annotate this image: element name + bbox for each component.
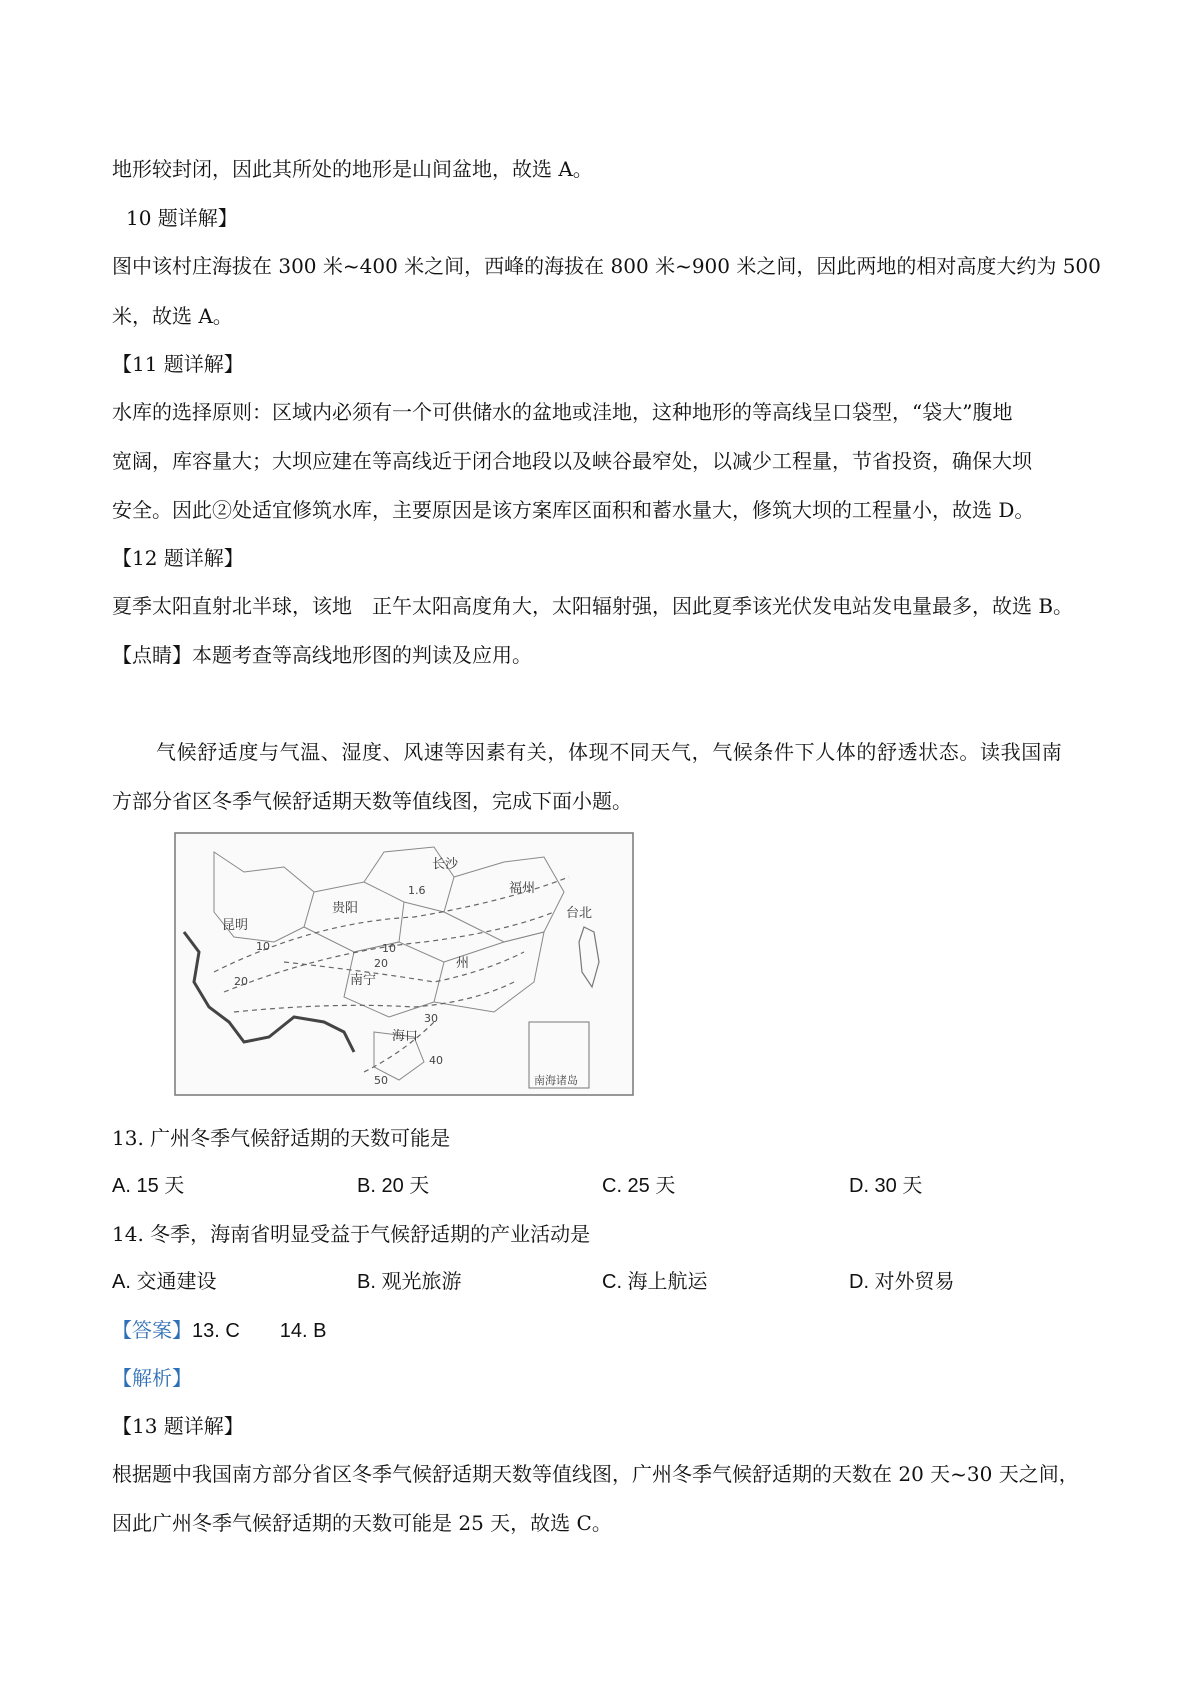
- isoline-label: 20: [234, 975, 248, 988]
- question-14: 14. 冬季，海南省明显受益于气候舒适期的产业活动是: [112, 1222, 591, 1246]
- text-line-10: 夏季太阳直射北半球，该地 正午太阳高度角大，太阳辐射强，因此夏季该光伏发电站发电量最多，故选 B。: [112, 594, 1074, 618]
- section-heading-q10: 10 题详解】: [126, 206, 238, 230]
- passage-line-1: 气候舒适度与气温、湿度、风速等因素有关，体现不同天气，气候条件下人体的舒透状态。读我国南: [156, 740, 1063, 764]
- isoline-label: 1.6: [408, 884, 426, 897]
- q14-option-b[interactable]: B. 观光旅游: [357, 1271, 462, 1293]
- q14-option-d[interactable]: D. 对外贸易: [849, 1271, 955, 1293]
- q14-option-c[interactable]: C. 海上航运: [602, 1271, 708, 1293]
- city-label: 海口: [392, 1029, 419, 1044]
- dianjing-note: 【点睛】本题考查等高线地形图的判读及应用。: [112, 643, 532, 667]
- isoline-label: 30: [424, 1012, 438, 1025]
- section-heading-q13: 【13 题详解】: [112, 1414, 244, 1438]
- city-label: 昆明: [222, 918, 249, 933]
- text-line-4: 米，故选 A。: [112, 304, 233, 328]
- q13-option-d[interactable]: D. 30 天: [849, 1175, 923, 1197]
- isoline-label: 50: [374, 1074, 388, 1087]
- city-label: 台北: [566, 906, 593, 921]
- question-13: 13. 广州冬季气候舒适期的天数可能是: [112, 1126, 451, 1150]
- answer-row: [112, 1316, 327, 1345]
- text-line-8: 安全。因此②处适宜修筑水库，主要原因是该方案库区面积和蓄水量大，修筑大坝的工程量小，故选 D。: [112, 498, 1035, 522]
- text-line-6: 水库的选择原则：区域内必须有一个可供储水的盆地或洼地，这种地形的等高线呈口袋型，“袋大”腹地: [112, 400, 1013, 424]
- city-label: 长沙: [432, 857, 459, 872]
- q13-option-b[interactable]: B. 20 天: [357, 1175, 430, 1197]
- answer-text: 13. C 14. B: [192, 1320, 327, 1342]
- answer-tag: 【答案】: [112, 1318, 192, 1342]
- section-heading-q12: 【12 题详解】: [112, 546, 244, 570]
- isoline-label: 40: [429, 1054, 443, 1067]
- comfort-days-isoline-map: [174, 832, 634, 1096]
- city-label: 贵阳: [332, 901, 359, 916]
- isoline-label: 10: [256, 940, 270, 953]
- explanation-line-1: 根据题中我国南方部分省区冬季气候舒适期天数等值线图，广州冬季气候舒适期的天数在 20 天~30 天之间，: [112, 1462, 1079, 1486]
- section-heading-q11: 【11 题详解】: [112, 352, 244, 376]
- q13-option-c[interactable]: C. 25 天: [602, 1175, 676, 1197]
- isoline-label: 20: [374, 957, 388, 970]
- city-label: 州: [456, 956, 470, 971]
- city-label: 南宁: [350, 973, 377, 988]
- inset-label: 南海诸岛: [534, 1074, 578, 1087]
- text-line-3: 图中该村庄海拔在 300 米~400 米之间，西峰的海拔在 800 米~900 米之间，因此两地的相对高度大约为 500: [112, 254, 1101, 278]
- analysis-tag: 【解析】: [112, 1366, 192, 1390]
- q14-option-a[interactable]: A. 交通建设: [112, 1271, 217, 1293]
- city-label: 福州: [509, 881, 536, 896]
- q13-option-a[interactable]: A. 15 天: [112, 1175, 185, 1197]
- passage-line-2: 方部分省区冬季气候舒适期天数等值线图，完成下面小题。: [112, 789, 632, 813]
- text-line-1: 地形较封闭，因此其所处的地形是山间盆地，故选 A。: [112, 157, 593, 181]
- explanation-line-2: 因此广州冬季气候舒适期的天数可能是 25 天，故选 C。: [112, 1511, 612, 1535]
- text-line-7: 宽阔，库容量大；大坝应建在等高线近于闭合地段以及峡谷最窄处，以减少工程量，节省投资，确保大坝: [112, 449, 1032, 473]
- isoline-label: 10: [382, 942, 396, 955]
